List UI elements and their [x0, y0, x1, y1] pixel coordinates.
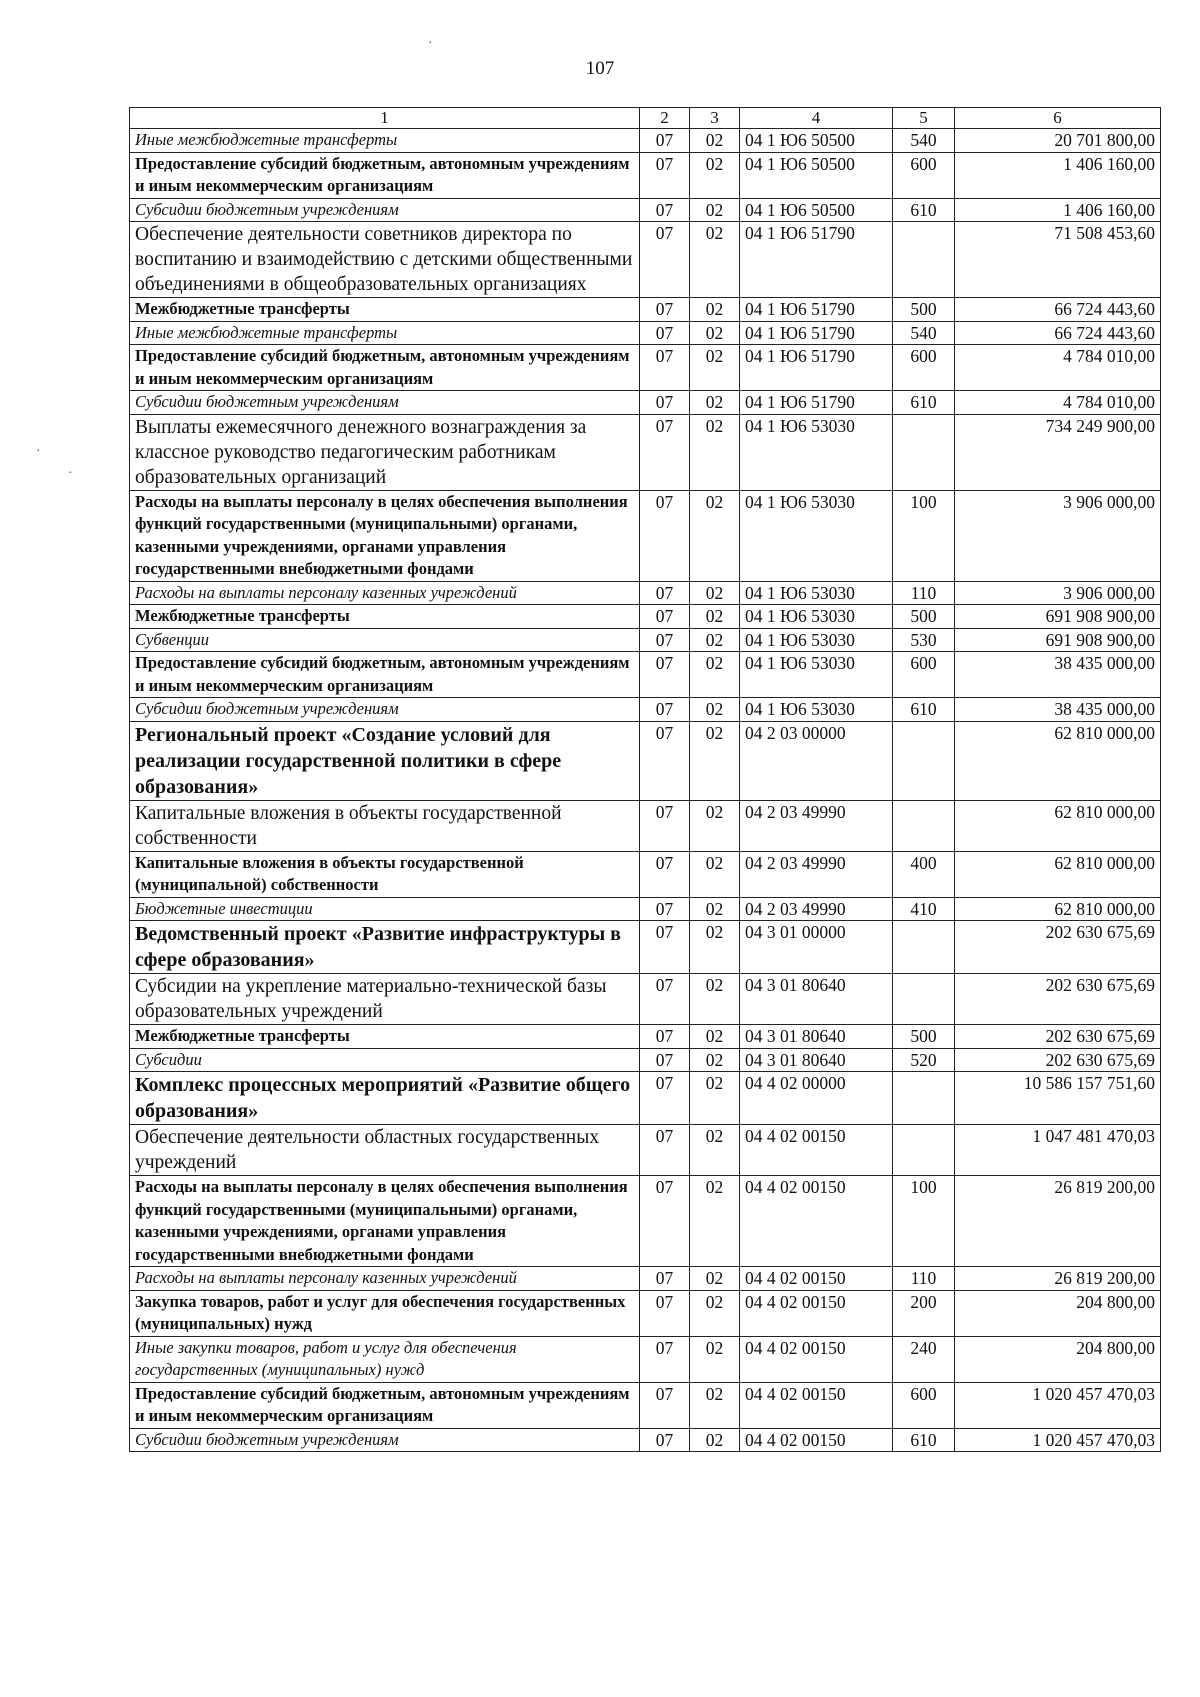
amount: 71 508 453,60 — [955, 222, 1161, 298]
target-article-code: 04 1 Ю6 51790 — [740, 298, 893, 322]
subsection-code: 02 — [690, 1290, 740, 1336]
amount: 204 800,00 — [955, 1336, 1161, 1382]
amount: 691 908 900,00 — [955, 628, 1161, 652]
amount: 62 810 000,00 — [955, 721, 1161, 800]
amount: 38 435 000,00 — [955, 652, 1161, 698]
target-article-code: 04 4 02 00150 — [740, 1125, 893, 1176]
target-article-code: 04 4 02 00150 — [740, 1176, 893, 1267]
column-number: 3 — [690, 108, 740, 129]
section-code: 07 — [640, 1382, 690, 1428]
subsection-code: 02 — [690, 414, 740, 490]
table-row — [130, 921, 1161, 974]
table-row — [130, 345, 1161, 391]
table-row — [130, 1048, 1161, 1072]
section-code: 07 — [640, 1176, 690, 1267]
target-article-code: 04 3 01 80640 — [740, 1025, 893, 1049]
expense-type-code: 520 — [893, 1048, 955, 1072]
table-row — [130, 1336, 1161, 1382]
section-code: 07 — [640, 1072, 690, 1125]
row-name: Капитальные вложения в объекты государственной (муниципальной) собственности — [130, 851, 640, 897]
amount: 1 406 160,00 — [955, 152, 1161, 198]
expense-type-code: 410 — [893, 897, 955, 921]
row-name: Субсидии бюджетным учреждениям — [130, 391, 640, 415]
target-article-code: 04 4 02 00150 — [740, 1290, 893, 1336]
table-row — [130, 1290, 1161, 1336]
row-name: Субсидии бюджетным учреждениям — [130, 198, 640, 222]
target-article-code: 04 3 01 00000 — [740, 921, 893, 974]
subsection-code: 02 — [690, 1382, 740, 1428]
target-article-code: 04 1 Ю6 53030 — [740, 628, 893, 652]
target-article-code: 04 1 Ю6 53030 — [740, 581, 893, 605]
subsection-code: 02 — [690, 490, 740, 581]
subsection-code: 02 — [690, 605, 740, 629]
amount: 1 406 160,00 — [955, 198, 1161, 222]
amount: 1 020 457 470,03 — [955, 1428, 1161, 1452]
page-number: 107 — [585, 58, 615, 79]
target-article-code: 04 1 Ю6 51790 — [740, 222, 893, 298]
expense-type-code: 600 — [893, 652, 955, 698]
amount: 62 810 000,00 — [955, 897, 1161, 921]
table-row — [130, 628, 1161, 652]
section-code: 07 — [640, 1048, 690, 1072]
column-number-row — [130, 108, 1161, 129]
target-article-code: 04 1 Ю6 51790 — [740, 391, 893, 415]
section-code: 07 — [640, 974, 690, 1025]
row-name: Межбюджетные трансферты — [130, 1025, 640, 1049]
subsection-code: 02 — [690, 581, 740, 605]
subsection-code: 02 — [690, 721, 740, 800]
row-name: Предоставление субсидий бюджетным, автономным учреждениям и иным некоммерческим организациям — [130, 152, 640, 198]
subsection-code: 02 — [690, 851, 740, 897]
expense-type-code: 610 — [893, 391, 955, 415]
expense-type-code: 610 — [893, 198, 955, 222]
expense-type-code — [893, 1072, 955, 1125]
expense-type-code: 500 — [893, 298, 955, 322]
table-row — [130, 897, 1161, 921]
section-code: 07 — [640, 605, 690, 629]
section-code: 07 — [640, 298, 690, 322]
row-name: Капитальные вложения в объекты государственной собственности — [130, 800, 640, 851]
amount: 38 435 000,00 — [955, 698, 1161, 722]
section-code: 07 — [640, 1125, 690, 1176]
section-code: 07 — [640, 921, 690, 974]
section-code: 07 — [640, 851, 690, 897]
table-row — [130, 1382, 1161, 1428]
target-article-code: 04 2 03 00000 — [740, 721, 893, 800]
subsection-code: 02 — [690, 152, 740, 198]
table-row — [130, 974, 1161, 1025]
table-row — [130, 1267, 1161, 1291]
subsection-code: 02 — [690, 298, 740, 322]
row-name: Обеспечение деятельности советников директора по воспитанию и взаимодействию с детскими общественными объединениями в общеобразовательных организациях — [130, 222, 640, 298]
expense-type-code: 110 — [893, 1267, 955, 1291]
section-code: 07 — [640, 721, 690, 800]
row-name: Предоставление субсидий бюджетным, автономным учреждениям и иным некоммерческим организациям — [130, 652, 640, 698]
section-code: 07 — [640, 1267, 690, 1291]
subsection-code: 02 — [690, 698, 740, 722]
subsection-code: 02 — [690, 1336, 740, 1382]
row-name: Предоставление субсидий бюджетным, автономным учреждениям и иным некоммерческим организациям — [130, 345, 640, 391]
row-name: Ведомственный проект «Развитие инфраструктуры в сфере образования» — [130, 921, 640, 974]
amount: 62 810 000,00 — [955, 800, 1161, 851]
subsection-code: 02 — [690, 391, 740, 415]
row-name: Расходы на выплаты персоналу казенных учреждений — [130, 1267, 640, 1291]
table-row — [130, 1025, 1161, 1049]
section-code: 07 — [640, 345, 690, 391]
column-number: 5 — [893, 108, 955, 129]
target-article-code: 04 4 02 00000 — [740, 1072, 893, 1125]
subsection-code: 02 — [690, 1048, 740, 1072]
target-article-code: 04 1 Ю6 53030 — [740, 490, 893, 581]
subsection-code: 02 — [690, 1072, 740, 1125]
expense-type-code — [893, 800, 955, 851]
expense-type-code: 610 — [893, 698, 955, 722]
expense-type-code: 540 — [893, 321, 955, 345]
expense-type-code: 400 — [893, 851, 955, 897]
amount: 4 784 010,00 — [955, 345, 1161, 391]
table-row — [130, 490, 1161, 581]
section-code: 07 — [640, 152, 690, 198]
section-code: 07 — [640, 1428, 690, 1452]
amount: 1 047 481 470,03 — [955, 1125, 1161, 1176]
section-code: 07 — [640, 198, 690, 222]
target-article-code: 04 1 Ю6 53030 — [740, 652, 893, 698]
subsection-code: 02 — [690, 222, 740, 298]
target-article-code: 04 3 01 80640 — [740, 974, 893, 1025]
amount: 734 249 900,00 — [955, 414, 1161, 490]
scan-speck: · — [68, 466, 73, 481]
section-code: 07 — [640, 321, 690, 345]
target-article-code: 04 2 03 49990 — [740, 851, 893, 897]
subsection-code: 02 — [690, 1125, 740, 1176]
target-article-code: 04 1 Ю6 50500 — [740, 152, 893, 198]
subsection-code: 02 — [690, 345, 740, 391]
row-name: Предоставление субсидий бюджетным, автономным учреждениям и иным некоммерческим организациям — [130, 1382, 640, 1428]
amount: 4 784 010,00 — [955, 391, 1161, 415]
section-code: 07 — [640, 1290, 690, 1336]
amount: 26 819 200,00 — [955, 1176, 1161, 1267]
budget-table — [129, 107, 1161, 1452]
table-row — [130, 222, 1161, 298]
amount: 202 630 675,69 — [955, 921, 1161, 974]
row-name: Субсидии бюджетным учреждениям — [130, 698, 640, 722]
target-article-code: 04 1 Ю6 50500 — [740, 129, 893, 153]
expense-type-code: 530 — [893, 628, 955, 652]
target-article-code: 04 4 02 00150 — [740, 1428, 893, 1452]
row-name: Субвенции — [130, 628, 640, 652]
column-number: 2 — [640, 108, 690, 129]
row-name: Субсидии — [130, 1048, 640, 1072]
row-name: Иные межбюджетные трансферты — [130, 321, 640, 345]
table-row — [130, 800, 1161, 851]
subsection-code: 02 — [690, 198, 740, 222]
subsection-code: 02 — [690, 652, 740, 698]
row-name: Комплекс процессных мероприятий «Развитие общего образования» — [130, 1072, 640, 1125]
column-number: 4 — [740, 108, 893, 129]
expense-type-code: 500 — [893, 1025, 955, 1049]
subsection-code: 02 — [690, 800, 740, 851]
subsection-code: 02 — [690, 628, 740, 652]
target-article-code: 04 3 01 80640 — [740, 1048, 893, 1072]
target-article-code: 04 1 Ю6 50500 — [740, 198, 893, 222]
table-row — [130, 1125, 1161, 1176]
row-name: Субсидии на укрепление материально-технической базы образовательных учреждений — [130, 974, 640, 1025]
expense-type-code — [893, 921, 955, 974]
subsection-code: 02 — [690, 921, 740, 974]
section-code: 07 — [640, 652, 690, 698]
subsection-code: 02 — [690, 321, 740, 345]
column-number: 6 — [955, 108, 1161, 129]
target-article-code: 04 4 02 00150 — [740, 1382, 893, 1428]
expense-type-code: 540 — [893, 129, 955, 153]
table-row — [130, 1428, 1161, 1452]
amount: 202 630 675,69 — [955, 1025, 1161, 1049]
section-code: 07 — [640, 490, 690, 581]
table-row — [130, 581, 1161, 605]
amount: 62 810 000,00 — [955, 851, 1161, 897]
table-row — [130, 1072, 1161, 1125]
budget-table-body — [130, 108, 1161, 1452]
amount: 3 906 000,00 — [955, 490, 1161, 581]
target-article-code: 04 1 Ю6 53030 — [740, 605, 893, 629]
row-name: Межбюджетные трансферты — [130, 298, 640, 322]
target-article-code: 04 2 03 49990 — [740, 897, 893, 921]
target-article-code: 04 4 02 00150 — [740, 1336, 893, 1382]
expense-type-code: 500 — [893, 605, 955, 629]
target-article-code: 04 1 Ю6 51790 — [740, 345, 893, 391]
section-code: 07 — [640, 897, 690, 921]
row-name: Обеспечение деятельности областных государственных учреждений — [130, 1125, 640, 1176]
target-article-code: 04 1 Ю6 53030 — [740, 698, 893, 722]
table-row — [130, 698, 1161, 722]
row-name: Региональный проект «Создание условий для реализации государственной политики в сфере образования» — [130, 721, 640, 800]
section-code: 07 — [640, 414, 690, 490]
subsection-code: 02 — [690, 129, 740, 153]
row-name: Бюджетные инвестиции — [130, 897, 640, 921]
row-name: Субсидии бюджетным учреждениям — [130, 1428, 640, 1452]
expense-type-code: 110 — [893, 581, 955, 605]
amount: 1 020 457 470,03 — [955, 1382, 1161, 1428]
subsection-code: 02 — [690, 1025, 740, 1049]
target-article-code: 04 2 03 49990 — [740, 800, 893, 851]
table-row — [130, 321, 1161, 345]
section-code: 07 — [640, 581, 690, 605]
table-row — [130, 391, 1161, 415]
target-article-code: 04 1 Ю6 51790 — [740, 321, 893, 345]
amount: 204 800,00 — [955, 1290, 1161, 1336]
expense-type-code: 600 — [893, 1382, 955, 1428]
row-name: Расходы на выплаты персоналу в целях обеспечения выполнения функций государственными (муниципальными) органами, казенными учреждениями, органами управления государственными внебюджетными фондами — [130, 1176, 640, 1267]
expense-type-code: 100 — [893, 1176, 955, 1267]
expense-type-code — [893, 721, 955, 800]
section-code: 07 — [640, 628, 690, 652]
amount: 66 724 443,60 — [955, 298, 1161, 322]
amount: 3 906 000,00 — [955, 581, 1161, 605]
amount: 202 630 675,69 — [955, 1048, 1161, 1072]
row-name: Выплаты ежемесячного денежного вознаграждения за классное руководство педагогическим работникам образовательных организаций — [130, 414, 640, 490]
expense-type-code — [893, 1125, 955, 1176]
table-row — [130, 851, 1161, 897]
subsection-code: 02 — [690, 1176, 740, 1267]
amount: 202 630 675,69 — [955, 974, 1161, 1025]
row-name: Иные межбюджетные трансферты — [130, 129, 640, 153]
amount: 66 724 443,60 — [955, 321, 1161, 345]
amount: 26 819 200,00 — [955, 1267, 1161, 1291]
row-name: Межбюджетные трансферты — [130, 605, 640, 629]
row-name: Иные закупки товаров, работ и услуг для обеспечения государственных (муниципальных) нужд — [130, 1336, 640, 1382]
table-row — [130, 414, 1161, 490]
expense-type-code: 600 — [893, 152, 955, 198]
amount: 10 586 157 751,60 — [955, 1072, 1161, 1125]
row-name: Закупка товаров, работ и услуг для обеспечения государственных (муниципальных) нужд — [130, 1290, 640, 1336]
subsection-code: 02 — [690, 1267, 740, 1291]
subsection-code: 02 — [690, 974, 740, 1025]
target-article-code: 04 1 Ю6 53030 — [740, 414, 893, 490]
table-row — [130, 129, 1161, 153]
expense-type-code — [893, 414, 955, 490]
table-row — [130, 1176, 1161, 1267]
expense-type-code: 610 — [893, 1428, 955, 1452]
table-row — [130, 605, 1161, 629]
table-row — [130, 652, 1161, 698]
section-code: 07 — [640, 698, 690, 722]
amount: 20 701 800,00 — [955, 129, 1161, 153]
section-code: 07 — [640, 1336, 690, 1382]
row-name: Расходы на выплаты персоналу в целях обеспечения выполнения функций государственными (муниципальными) органами, казенными учреждениями, органами управления государственными внебюджетными фондами — [130, 490, 640, 581]
column-number: 1 — [130, 108, 640, 129]
scan-speck: · — [36, 444, 41, 459]
subsection-code: 02 — [690, 1428, 740, 1452]
section-code: 07 — [640, 1025, 690, 1049]
expense-type-code: 240 — [893, 1336, 955, 1382]
section-code: 07 — [640, 800, 690, 851]
table-row — [130, 152, 1161, 198]
expense-type-code — [893, 222, 955, 298]
scan-speck: · — [428, 36, 433, 51]
target-article-code: 04 4 02 00150 — [740, 1267, 893, 1291]
section-code: 07 — [640, 129, 690, 153]
table-row — [130, 721, 1161, 800]
expense-type-code: 100 — [893, 490, 955, 581]
table-row — [130, 298, 1161, 322]
section-code: 07 — [640, 391, 690, 415]
table-row — [130, 198, 1161, 222]
subsection-code: 02 — [690, 897, 740, 921]
expense-type-code: 200 — [893, 1290, 955, 1336]
amount: 691 908 900,00 — [955, 605, 1161, 629]
row-name: Расходы на выплаты персоналу казенных учреждений — [130, 581, 640, 605]
expense-type-code — [893, 974, 955, 1025]
expense-type-code: 600 — [893, 345, 955, 391]
section-code: 07 — [640, 222, 690, 298]
